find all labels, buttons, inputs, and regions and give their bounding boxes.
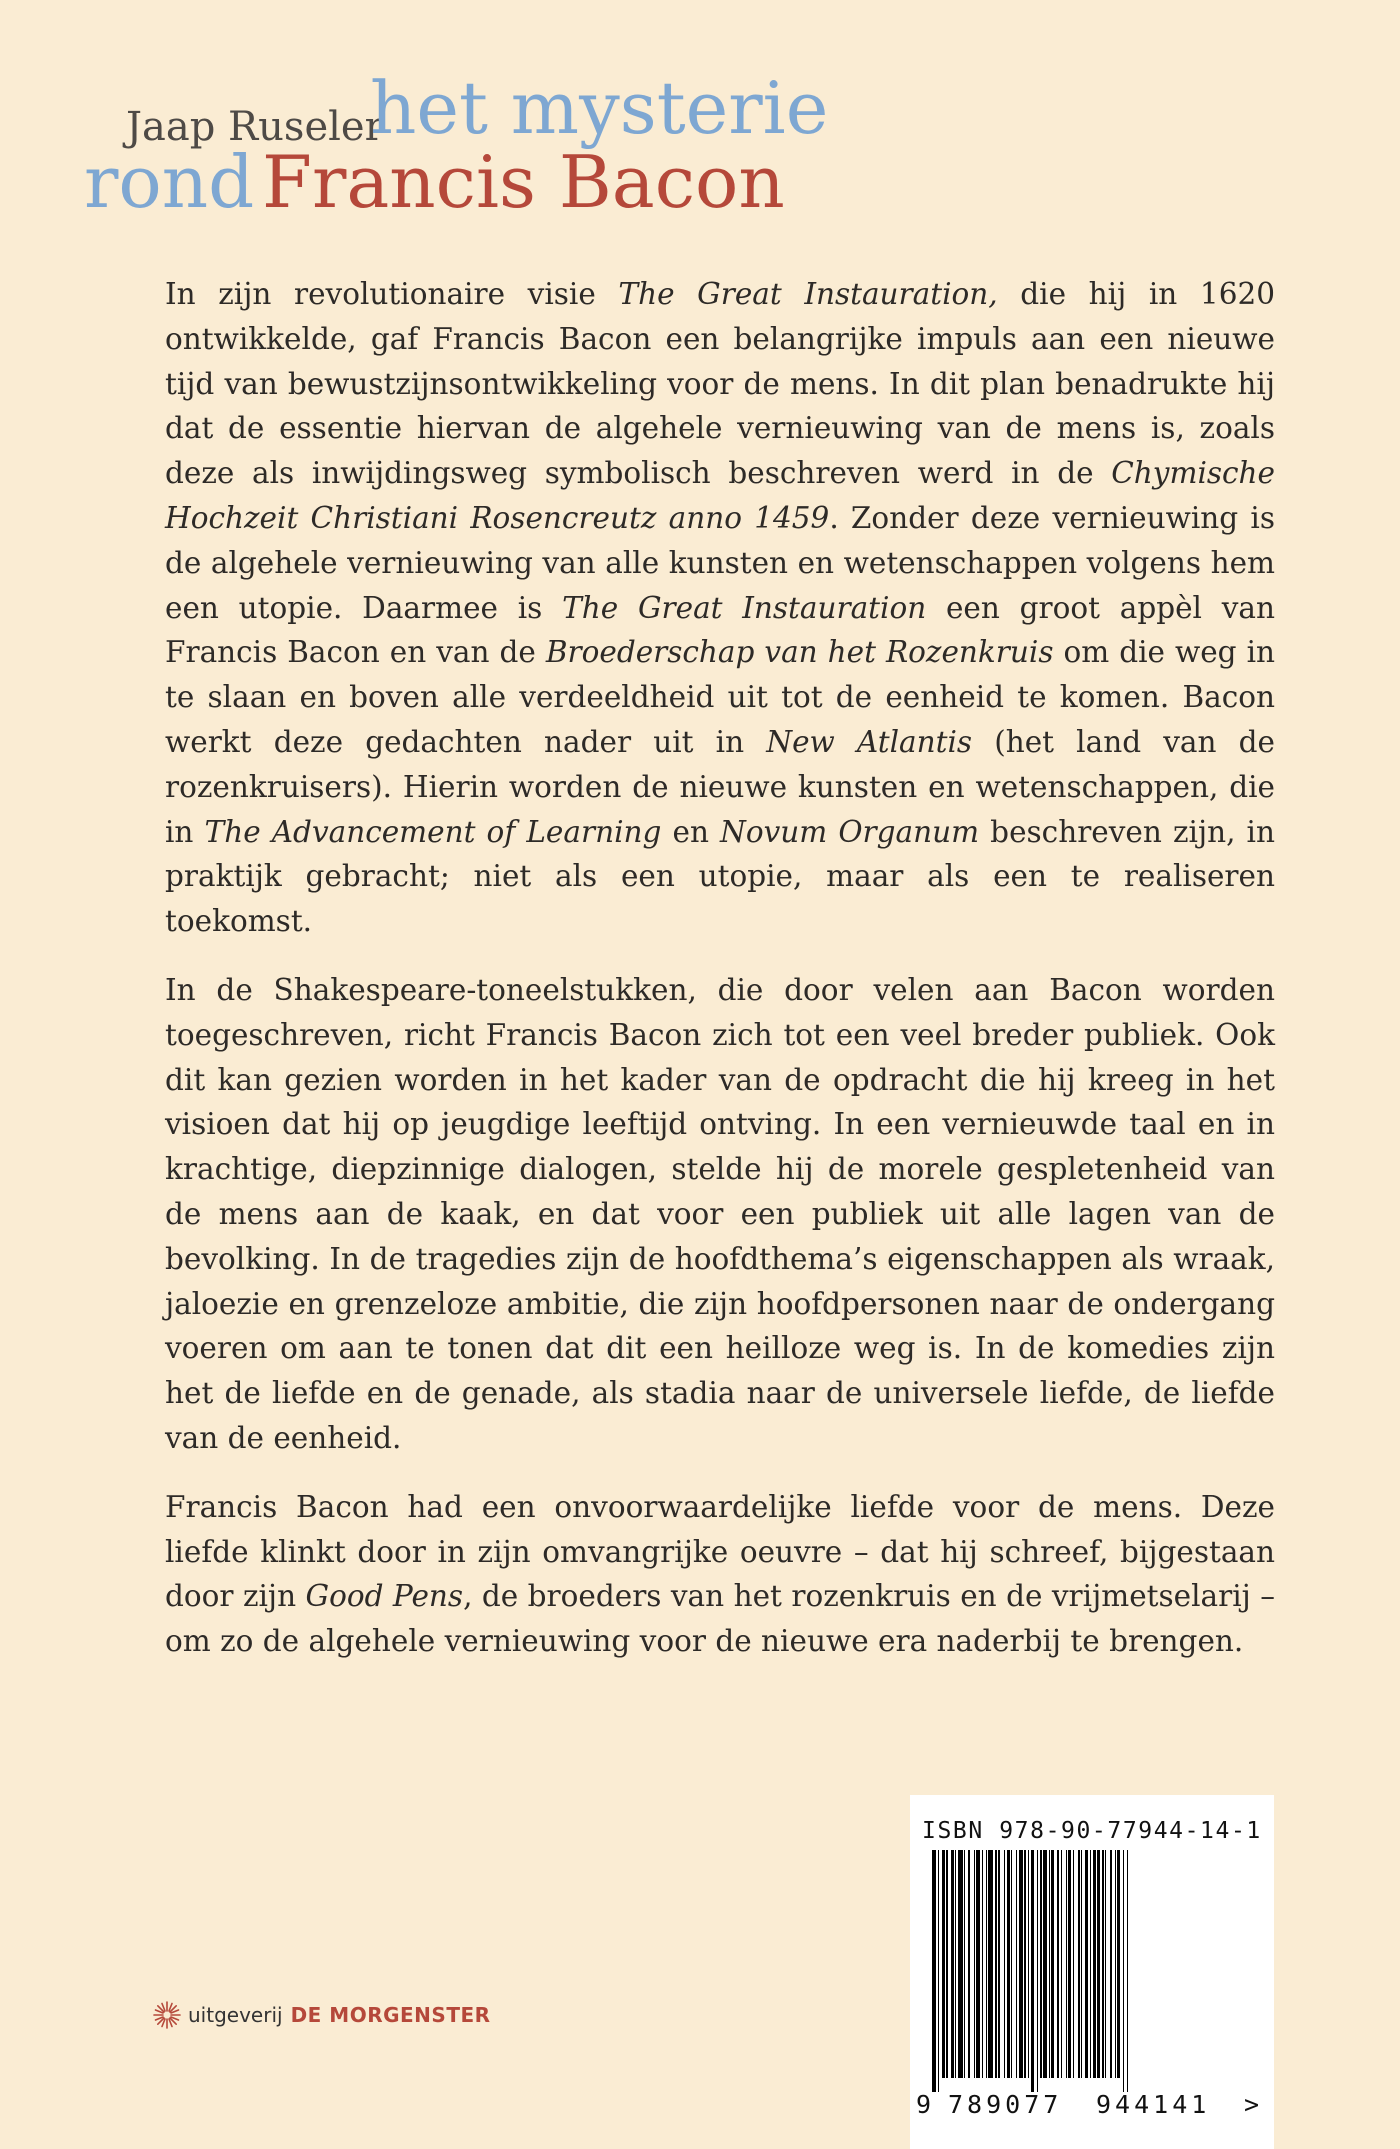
barcode-gap	[1128, 1850, 1129, 2078]
text-run: , de broeders van het rozenkruis en de vrijmetselarij – om zo de algehele vernieuwing voor de nieuwe era naderbij te brengen.	[165, 1579, 1276, 1659]
barcode-end-mark: >	[1244, 2090, 1260, 2119]
text-run: een groot appèl van Francis Bacon en van de	[165, 590, 1275, 670]
text-run: (het land van de rozenkruisers). Hierin worden de nieuwe kunsten en wetenschappen, die in	[165, 724, 1275, 849]
italic-title-run: Chymische Hochzeit Christiani Rosencreutz anno 1459	[165, 456, 1275, 535]
publisher-prefix: uitgeverij	[188, 2003, 283, 2027]
text-run: en	[661, 814, 721, 849]
italic-title-run: Broederschap van het Rozenkruis	[545, 635, 1054, 670]
title-part-1: het mysterie	[370, 66, 829, 150]
isbn-label: ISBN 978-90-77944-14-1	[922, 1818, 1262, 1844]
text-run: Francis Bacon had een onvoorwaardelijke liefde voor de mens. Deze liefde klinkt door in zijn omvangrijke oeuvre – dat hij schreef, bijgestaan door zijn	[165, 1489, 1275, 1614]
barcode-bars	[932, 1850, 1236, 2078]
isbn-barcode	[910, 1795, 1274, 2149]
sun-star-icon	[152, 2000, 182, 2030]
text-run: die hij in 1620 ontwikkelde, gaf Francis Bacon een belangrijke impuls aan een nieuwe tijd van bewustzijnsontwikkeling voor de mens. In dit plan benadrukte hij dat de essentie hiervan de algehele vernieuwing van de mens is, zoals deze als inwijdingsweg symbolisch beschreven werd in de	[165, 277, 1275, 491]
text-run: In zijn revolutionaire visie	[165, 277, 619, 311]
barcode-digits-left: 789077	[948, 2090, 1063, 2119]
italic-title-run: Novum Organum	[720, 814, 980, 849]
italic-title-run: The Great Instauration,	[618, 277, 998, 311]
blurb-paragraph-2	[165, 968, 1275, 1461]
blurb	[165, 272, 1275, 1688]
barcode-digit-first: 9	[916, 2090, 932, 2119]
italic-title-run: The Great Instauration	[562, 590, 927, 625]
blurb-paragraph-1	[165, 272, 1275, 944]
italic-title-run: The Advancement of Learning	[204, 814, 662, 849]
publisher-name: DE MORGENSTER	[290, 2003, 491, 2027]
italic-title-run: New Atlantis	[766, 724, 973, 759]
text-run: om die weg in te slaan en boven alle verdeeldheid uit tot de eenheid te komen. Bacon werkt deze gedachten nader uit in	[165, 635, 1275, 759]
title-part-3: Francis Bacon	[262, 140, 785, 224]
italic-title-run: Good Pens	[305, 1579, 464, 1614]
title-part-2: rond	[84, 140, 255, 224]
publisher-logo	[152, 2000, 491, 2030]
author-name: Jaap Ruseler	[126, 104, 384, 150]
barcode-digits-right: 944141	[1096, 2090, 1211, 2119]
text-run: In de Shakespeare-toneelstukken, die door velen aan Bacon worden toegeschreven, richt Francis Bacon zich tot een veel breder publiek. Ook dit kan gezien worden in het kader van de opdracht die hij kreeg in het visioen dat hij op jeugdige leeftijd ontving. In een vernieuwde taal en in krachtige, diepzinnige dialogen, stelde hij de morele gespletenheid van de mens aan de kaak, en dat voor een publiek uit alle lagen van de bevolking. In de tragedies zijn de hoofdthema’s eigenschappen als wraak, jaloezie en grenzeloze ambitie, die zijn hoofdpersonen naar de ondergang voeren om aan te tonen dat dit een heilloze weg is. In de komedies zijn het de liefde en de genade, als stadia naar de universele liefde, de liefde van de eenheid.	[165, 972, 1275, 1455]
text-run: . Zonder deze vernieuwing is de algehele vernieuwing van alle kunsten en wetenschappen volgens hem een utopie. Daarmee is	[165, 500, 1275, 625]
text-run: beschreven zijn, in praktijk gebracht; niet als een utopie, maar als een te realiseren toekomst.	[165, 814, 1275, 939]
blurb-paragraph-3	[165, 1485, 1275, 1664]
